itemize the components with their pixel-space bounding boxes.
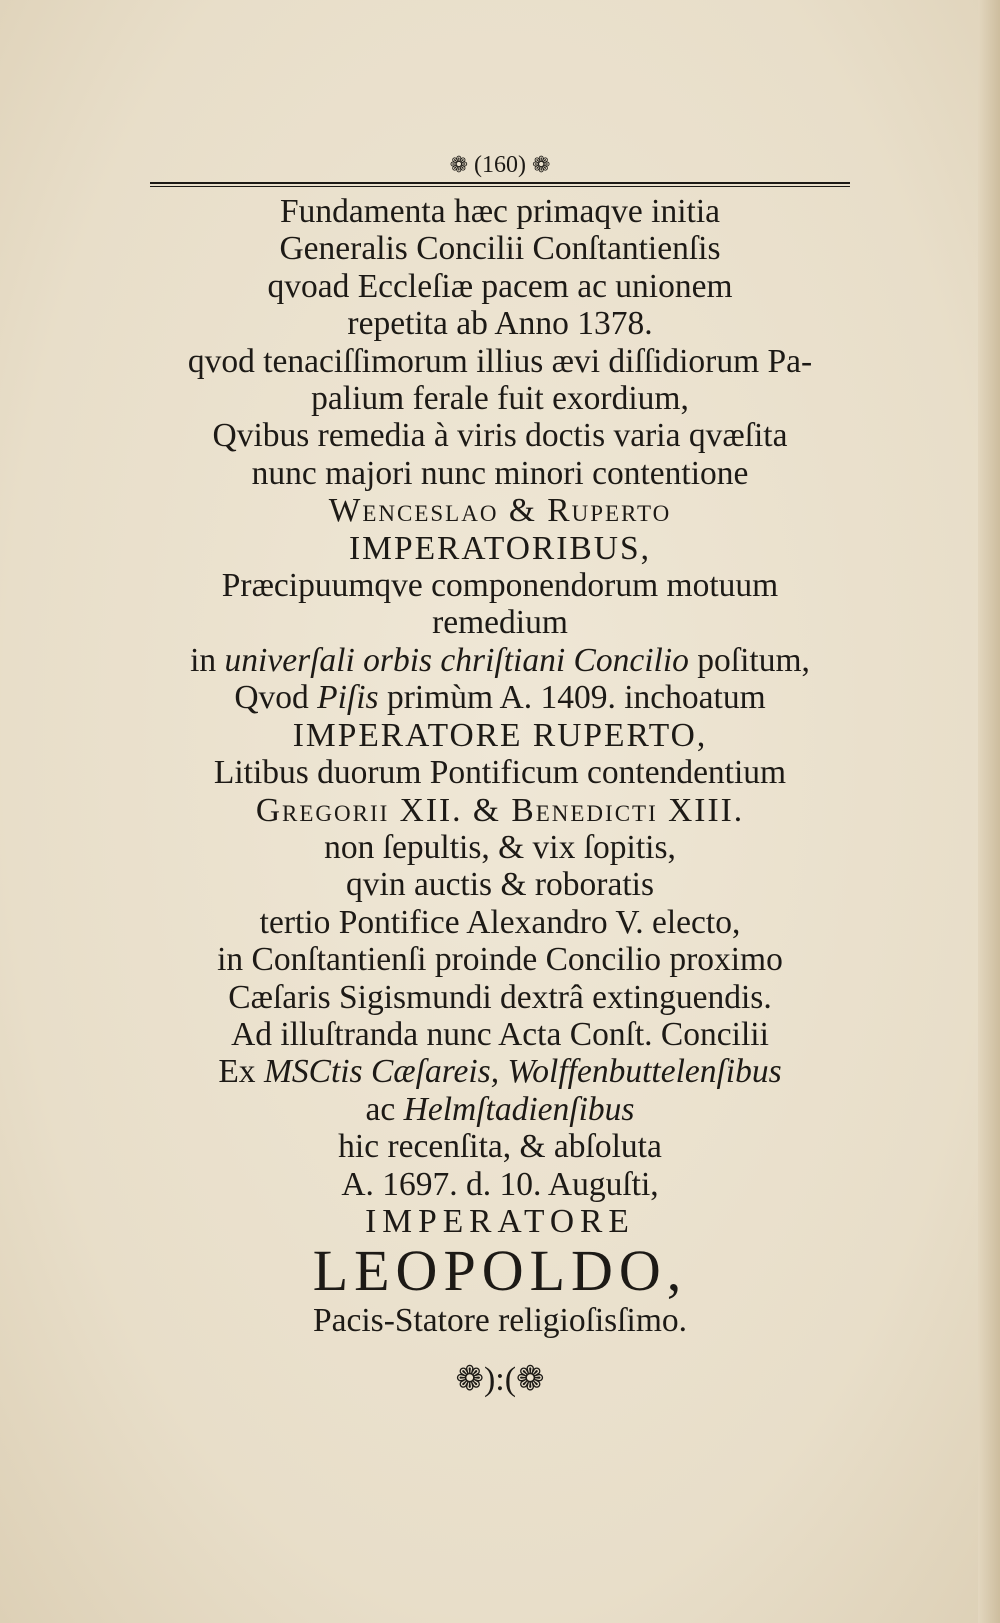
text-line — [150, 1091, 850, 1128]
page-edge — [978, 0, 1000, 1623]
text-span: in — [190, 641, 217, 679]
text-line — [150, 642, 850, 679]
text-line-popes: Gregorii XII. & Benedicti XIII. — [255, 791, 745, 829]
text-line: Præcipuumqve componendorum motuum — [221, 567, 779, 605]
text-line: hic recenſita, & abſoluta — [338, 1128, 662, 1166]
text-line: qvoad Eccleſiæ pacem ac unionem — [267, 267, 733, 305]
text-line — [150, 679, 850, 716]
text-line: repetita ab Anno 1378. — [347, 305, 653, 343]
text-line: Cæſaris Sigismundi dextrâ extinguendis. — [228, 978, 772, 1016]
text-line: Qvibus remedia à viris doctis varia qvæſita — [212, 417, 788, 455]
text-line: qvod tenaciſſimorum illius ævi diſſidiorum Pa- — [187, 342, 813, 380]
italic-phrase: Helmſtadienſibus — [403, 1090, 635, 1128]
text-line-caps: IMPERATORE — [365, 1202, 635, 1240]
page-header — [150, 150, 850, 180]
page-number: (160) — [474, 152, 526, 178]
text-line — [150, 1053, 850, 1090]
text-span: poſitum, — [697, 641, 810, 679]
text-span: primùm A. 1409. inchoatum — [386, 679, 766, 717]
text-line: qvin auctis & roboratis — [346, 866, 654, 904]
text-line: A. 1697. d. 10. Auguſti, — [341, 1165, 659, 1203]
text-span: Qvod — [234, 679, 309, 717]
italic-phrase: Piſis — [317, 679, 379, 717]
italic-phrase: univerſali orbis chriſtiani Concilio — [224, 641, 689, 679]
text-line-caps: IMPERATORE RUPERTO, — [292, 716, 708, 754]
italic-phrase: MSCtis Cæſareis, Wolffenbuttelenſibus — [263, 1053, 782, 1091]
text-line: Ad illuſtranda nunc Acta Conſt. Concilii — [231, 1015, 769, 1053]
header-ornament-right-icon: ❁ — [531, 152, 551, 177]
text-span: Ex — [218, 1053, 256, 1091]
text-line: in Conſtantienſi proinde Concilio proximo — [217, 941, 783, 979]
text-line: remedium — [432, 604, 568, 642]
text-line: palium ferale fuit exordium, — [311, 380, 689, 418]
header-ornament-left-icon: ❁ — [449, 152, 468, 177]
text-line: nunc majori nunc minori contentione — [251, 454, 749, 492]
text-span: ac — [365, 1090, 396, 1128]
text-line: Pacis-Statore religioſisſimo. — [312, 1302, 688, 1340]
text-line: Fundamenta hæc primaqve initia — [279, 193, 721, 230]
text-line: tertio Pontifice Alexandro V. electo, — [259, 903, 741, 941]
text-line-caps: IMPERATORIBUS, — [349, 529, 651, 567]
header-rule — [150, 182, 850, 187]
text-line-emperors: Wenceslao & Ruperto — [328, 492, 672, 530]
footer-ornament-icon: ❁):(❁ — [455, 1360, 545, 1398]
text-line: Generalis Concilii Conſtantienſis — [279, 230, 721, 268]
text-line: Litibus duorum Pontificum contendentium — [213, 754, 787, 792]
text-line: non ſepultis, & vix ſopitis, — [324, 828, 676, 866]
page-content — [150, 150, 850, 1400]
text-line-leopoldo: LEOPOLDO, — [312, 1238, 688, 1304]
